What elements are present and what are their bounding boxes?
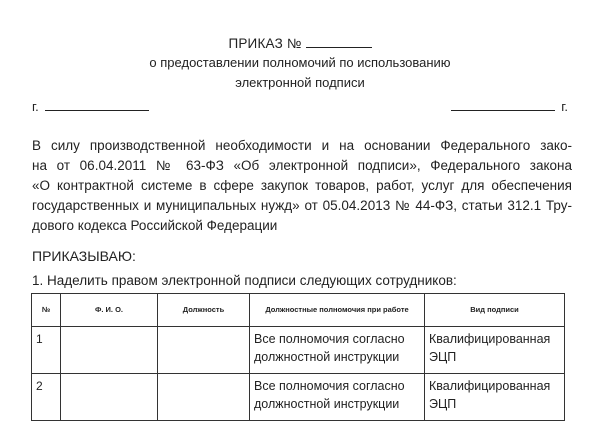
sign-type-cell: Квалифицированная ЭЦП xyxy=(425,327,565,374)
row-number-cell: 1 xyxy=(32,327,61,374)
preamble-line: дового кодекса Российской Федерации xyxy=(32,218,278,233)
column-header-powers: Должностные полномочия при работе xyxy=(250,294,425,327)
preamble-line: государственных и муниципальных нужд» от 05.04.2013 № 44-ФЗ, статьи 312.1 Тру- xyxy=(32,198,572,213)
city-blank[interactable] xyxy=(45,97,149,111)
order-item-1: 1. Наделить правом электронной подписи следующих сотрудников: xyxy=(32,273,457,288)
city-prefix: г. xyxy=(32,99,39,114)
preamble-line: В силу производственной необходимости и на основании Федерального зако- xyxy=(32,138,572,153)
position-cell[interactable] xyxy=(158,327,250,374)
date-suffix: г. xyxy=(561,99,568,114)
powers-cell: Все полномочия согласно должностной инструкции xyxy=(250,327,425,374)
column-header-fio: Ф. И. О. xyxy=(61,294,158,327)
fio-cell[interactable] xyxy=(61,374,158,421)
fio-cell[interactable] xyxy=(61,327,158,374)
preamble-paragraph xyxy=(32,136,572,236)
column-header-number: № xyxy=(32,294,61,327)
preamble-line: «О контрактной системе в сфере закупок товаров, работ, услуг для обеспечения xyxy=(32,178,572,193)
order-number-blank[interactable] xyxy=(306,34,372,48)
date-blank[interactable] xyxy=(451,97,555,111)
sign-type-cell: Квалифицированная ЭЦП xyxy=(425,374,565,421)
table-row xyxy=(32,374,565,421)
city-field xyxy=(32,97,149,114)
row-number-cell: 2 xyxy=(32,374,61,421)
column-header-sign-type: Вид подписи xyxy=(425,294,565,327)
order-heading: ПРИКАЗЫВАЮ: xyxy=(32,248,136,264)
table-row xyxy=(32,327,565,374)
powers-cell: Все полномочия согласно должностной инструкции xyxy=(250,374,425,421)
position-cell[interactable] xyxy=(158,374,250,421)
column-header-position: Должность xyxy=(158,294,250,327)
order-title-text: ПРИКАЗ № xyxy=(228,36,302,51)
city-date-row xyxy=(32,97,568,115)
staff-table xyxy=(31,293,565,421)
order-subtitle-line-1: о предоставлении полномочий по использованию xyxy=(149,55,451,70)
date-field xyxy=(451,97,568,114)
table-header-row xyxy=(32,294,565,327)
order-subtitle-line-2: электронной подписи xyxy=(235,75,365,90)
order-title xyxy=(0,34,600,53)
preamble-line: на от 06.04.2011 № 63-ФЗ «Об электронной подписи», Федерального закона xyxy=(32,158,572,173)
